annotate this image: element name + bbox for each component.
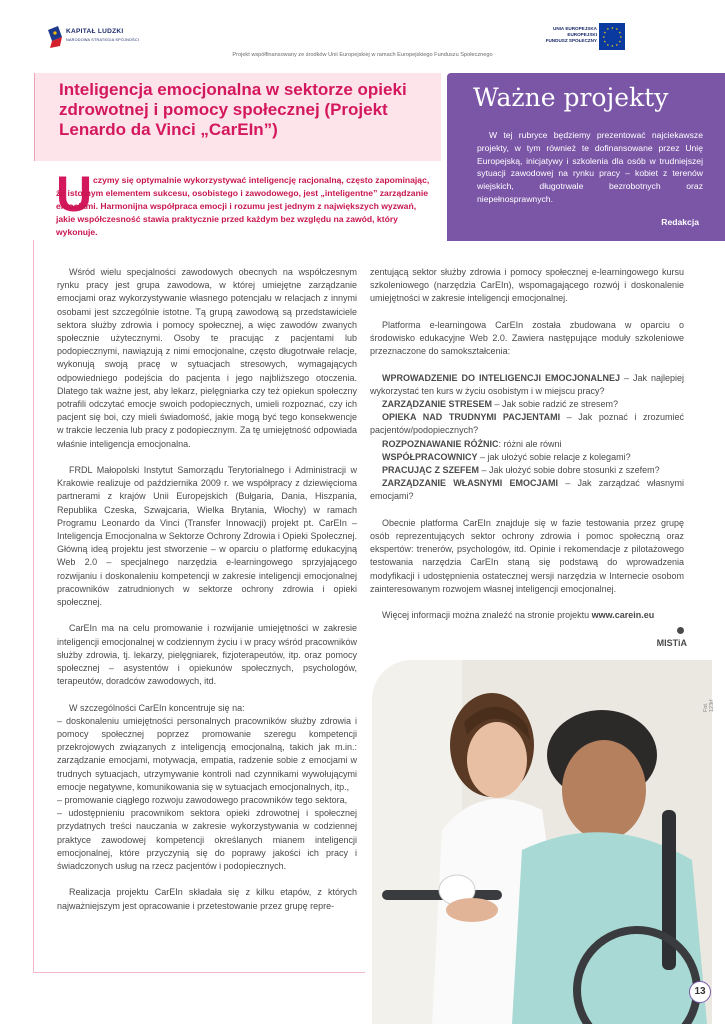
- sidebar-heading: Ważne projekty: [473, 83, 669, 112]
- sidebar-text: W tej rubryce będziemy prezentować najciekawsze projekty, w tym również te dofinansowane przez Unię Europejską, inicjatywy i szkolenia dla osób w trudniejszej sytuacji zawodowej na rynku pracy – kobiet z terenów wiejskich, długotrwale bezrobotnych oraz niepełnosprawnych.: [477, 130, 703, 204]
- svg-text:★: ★: [602, 35, 606, 39]
- paragraph: zentującą sektor służby zdrowia i pomocy społecznej e-learningowego kursu szkoleniowego (narzędzia CarEIn), wspomagającego rozwój i doskonalenie umiejętności w zakresie inteligencji emocjonalnej.: [370, 267, 684, 304]
- lead-text: czymy się optymalnie wykorzystywać inteligencję racjonalną, często zapominając, że istotnym elementem sukcesu, osobistego i zawodowego, jest „inteligentne” zarządzanie emocjami. Harmonijna współpraca emocji i rozumu jest jednym z największych wyzwań, jakie współczesność stawia praktycznie przed każdym bez względu na zawód, który wykonuje.: [56, 175, 430, 237]
- module-item: ZARZĄDZANIE STRESEM – Jak sobie radzić ze stresem?: [382, 399, 619, 409]
- svg-text:★: ★: [606, 42, 610, 47]
- svg-text:★: ★: [618, 39, 622, 44]
- article-column-1: [57, 266, 357, 926]
- article-signature: MISTiA: [656, 638, 687, 648]
- svg-text:★: ★: [603, 39, 607, 44]
- paragraph: Platforma e-learningowa CarEIn została zbudowana w oparciu o środowisko edukacyjne Web 2.0. Zawiera następujące moduły szkoleniowe przeznaczone do samokształcenia:: [370, 319, 684, 357]
- left-divider: [33, 240, 34, 972]
- module-item: PRACUJĄC Z SZEFEM – Jak ułożyć sobie dobre stosunki z szefem?: [382, 465, 660, 476]
- important-projects-box: [447, 73, 725, 241]
- module-item: WPROWADZENIE DO INTELIGENCJI EMOCJONALNEJ – Jak najlepiej wykorzystać ten kurs w życiu osobistym i w miejscu pracy?: [370, 372, 684, 396]
- article-title: Inteligencja emocjonalna w sektorze opieki zdrowotnej i pomocy społecznej (Projekt Lenardo da Vinci „CarEIn”): [59, 80, 407, 139]
- paragraph: Wśród wielu specjalności zawodowych obecnych na współczesnym rynku pracy jest grupa zawodowa, w której umiejętne zarządzanie emocjami oraz wykorzystywanie własnego potencjału w relacjach z innymi osobami jest szczególnie istotne. Tą grupą zawodową są przedstawiciele sektora służby zdrowia i pomocy społecznej, a więc zawodów zwanych społecznie użytecznymi. Osoby te pracując z pacjentami lub podopiecznymi, nawiązują z nimi emocjonalne, często długotrwałe relacje, wykonują swoją pracę w sytuacjach stresowych, wymagających odpowiedniego podejścia do pacjenta i jego najbliższego otoczenia. Dlatego tak ważne jest, aby lekarz, pielęgniarka czy też opiekun społeczny potrafili odczytać emocje swoich podopiecznych, umieli rozpoznać, czy ich pacjent się boi, czy mieli świadomość, jakie mogą być tego konsekwencje w trakcie leczenia lub pracy z podopiecznym. Za tę umiejętność odpowiada właśnie inteligencja emocjonalna.: [57, 267, 357, 449]
- paragraph: FRDL Małopolski Instytut Samorządu Terytorialnego i Administracji w Krakowie realizuje od października 2009 r. we współpracy z dziewięcioma partnerami z krajów Unii Europejskich (Bułgaria, Dania, Hiszpania, Republika Czeska, Szwajcaria, Wielka Brytania, Włochy) w ramach Programu Leonardo da Vinci (Transfer Innowacji) projekt pt. CarEIn – Inteligencja Emocjonalna w Sektorze Ochrony Zdrowia i Opieki Społecznej. Główną ideą projektu jest stworzenie – w oparciu o platformę edukacyjną Web 2.0 – specjalnego narzędzia e-learningowego sprzyjającego rozwijaniu i doskonaleniu kompetencji w zakresie inteligencji emocjonalnej pracowników zatrudnionych w sektorze ochrony zdrowia i opieki społecznej.: [57, 465, 357, 608]
- paragraph: Obecnie platforma CarEIn znajduje się w fazie testowania przez grupę osób reprezentujących sektor ochrony zdrowia i pomoc społeczną oraz ekspertów: trenerów, psychologów, itd. Opinie i rekomendacje z pilotażowego testowania narzędzia CarEIn staną się podstawą do wprowadzenia modyfikacji i udostępnienia ostatecznej wersji narzędzia w Internecie osobom zainteresowanym rozwojem własnej inteligencji emocjonalnej.: [370, 517, 684, 594]
- svg-text:★: ★: [615, 42, 619, 47]
- article-column-2: [370, 266, 684, 636]
- eu-flag-icon: [599, 23, 625, 50]
- funding-note: Projekt współfinansowany ze środków Unii Europejskiej w ramach Europejskiego Funduszu Społecznego: [232, 52, 493, 58]
- photo-illustration: [372, 660, 712, 1024]
- project-link[interactable]: www.carein.eu: [591, 610, 655, 621]
- end-mark: [677, 627, 684, 634]
- svg-text:★: ★: [615, 27, 619, 32]
- article-lead: [56, 166, 436, 250]
- eu-logo-text: UNIA EUROPEJSKA EUROPEJSKI FUNDUSZ SPOŁECZNY: [545, 26, 597, 43]
- paragraph: W szczególności CarEIn koncentruje się na: – doskonaleniu umiejętności personalnych pracowników służby zdrowia i pomocy społecznej poprzez promowanie szeregu kompetencji przekrojowych związanych z inteligencją emocjonalną, takich jak m.in.: zarządzanie emocjami, motywacja, empatia, radzenie sobie z emocjami w trudnych sytuacjach, utrzymywanie kontroli nad czynnikami wywołującymi emocje negatywne, komunikowania się w sytuacjach emocjonalnych, itp., – promowanie ciągłego rozwoju zawodowego pracowników tego sektora, – udostępnieniu pracownikom sektora opieki zdrowotnej i społecznej przydatnych treści nauczania w zakresie wykorzystywania w codziennej praktyce zawodowej kompetencji określanych mianem inteligencji emocjonalnej, które przyczynią się do poprawy jakości ich pracy i świadczonych usług na rzecz pacjentów i podopiecznych.: [57, 702, 357, 872]
- paragraph: CarEIn ma na celu promowanie i rozwijanie umiejętności w zakresie inteligencji emocjonalnej w codziennym życiu i w pracy wśród pracowników służby zdrowia, tj. lekarzy, pielęgniarek, fizjoterapeutów, itp. oraz pomocy społecznej – asystentów i opiekunów społecznych, psychologów, terapeutów, doradców zawodowych, itd.: [57, 623, 357, 687]
- svg-text:★: ★: [606, 27, 610, 32]
- svg-text:★: ★: [611, 26, 614, 30]
- kapital-ludzki-title: KAPITAŁ LUDZKI: [66, 28, 124, 35]
- sidebar-signature: Redakcja: [661, 217, 699, 227]
- more-info: Więcej informacji można znaleźć na stronie projektu www.carein.eu: [382, 610, 655, 621]
- drop-cap: U: [56, 166, 93, 222]
- article-title-box: [34, 73, 441, 161]
- module-item: OPIEKA NAD TRUDNYMI PACJENTAMI – Jak poznać i zrozumieć pacjentów/podopiecznych?: [370, 412, 685, 436]
- module-list: [370, 372, 684, 504]
- paragraph: Realizacja projektu CarEIn składała się z kilku etapów, z których najważniejszym jest opracowanie i przetestowanie przez grupę repre-: [57, 887, 357, 911]
- svg-text:★: ★: [603, 30, 607, 35]
- kapital-ludzki-logo: [48, 20, 168, 56]
- kapital-ludzki-flag-icon: [48, 26, 62, 48]
- svg-text:★: ★: [618, 30, 622, 35]
- page-number: 13: [689, 981, 711, 1003]
- photo-nurse-and-patient: [372, 660, 712, 1024]
- module-item: WSPÓŁPRACOWNICY – jak ułożyć sobie relacje z kolegami?: [382, 451, 631, 462]
- bottom-divider: [33, 972, 365, 973]
- svg-text:★: ★: [619, 35, 623, 39]
- module-item: ZARZĄDZANIE WŁASNYMI EMOCJAMI – Jak zarządzać własnymi emocjami?: [370, 478, 684, 502]
- svg-text:★: ★: [611, 44, 614, 48]
- photo-credit: Fot. 123rf: [703, 699, 715, 712]
- module-item: ROZPOZNAWANIE RÓŻNIC: różni ale równi: [382, 438, 562, 449]
- kapital-ludzki-subtitle: NARODOWA STRATEGIA SPÓJNOŚCI: [66, 38, 140, 42]
